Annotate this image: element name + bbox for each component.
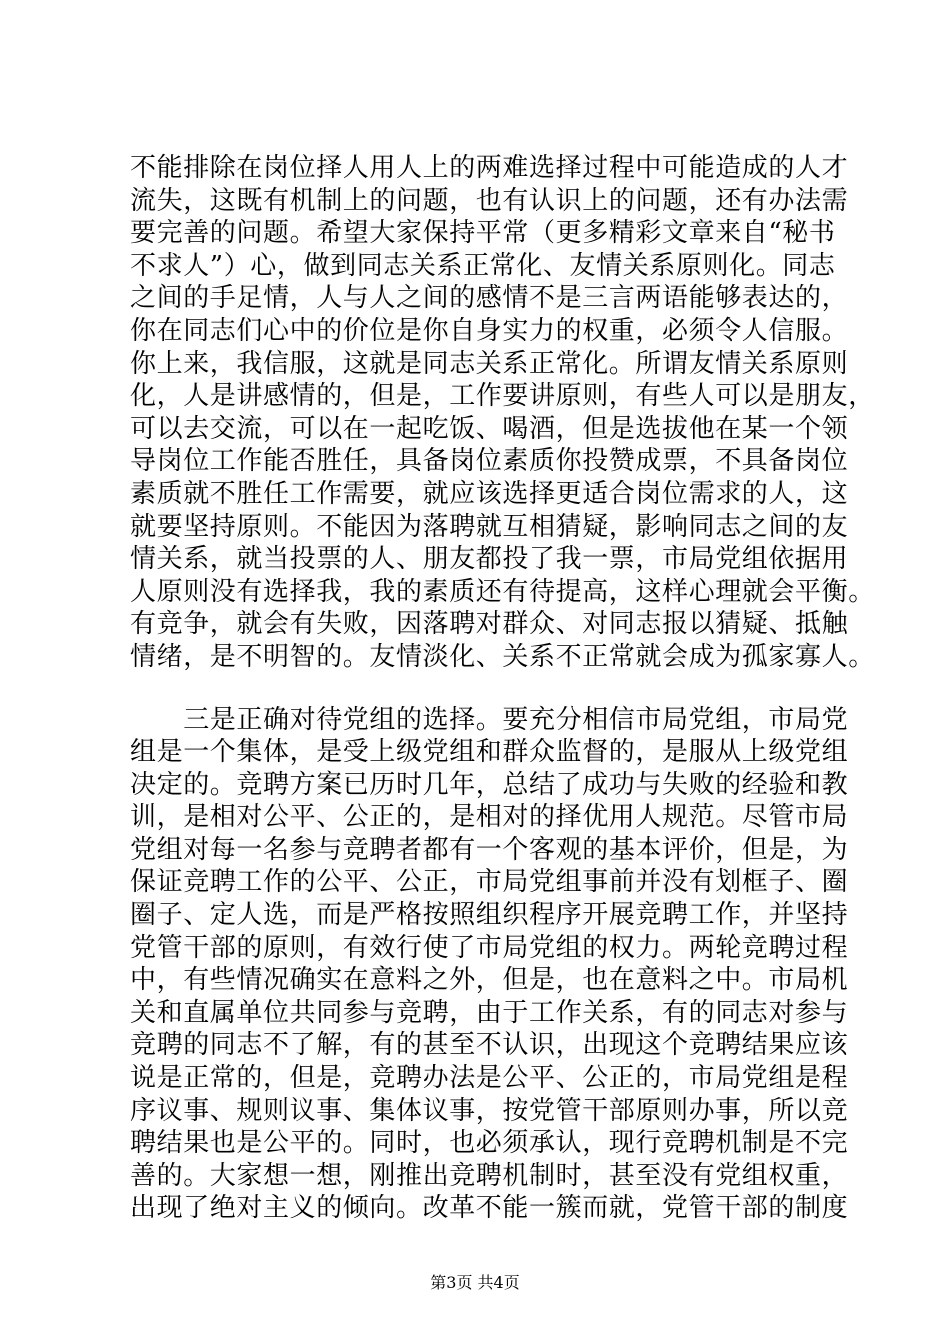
text-line: 序议事、规则议事、集体议事，按党管干部原则办事，所以竞 — [130, 1095, 849, 1126]
text-line: 就要坚持原则。不能因为落聘就互相猜疑，影响同志之间的友 — [130, 511, 849, 542]
text-line: 素质就不胜任工作需要，就应该选择更适合岗位需求的人，这 — [130, 478, 849, 509]
document-body — [130, 152, 875, 1225]
text-line: 说是正常的，但是，竞聘办法是公平、公正的，市局党组是程 — [130, 1063, 849, 1094]
text-line: 情关系，就当投票的人、朋友都投了我一票，市局党组依据用 — [130, 544, 849, 575]
text-line: 可以去交流，可以在一起吃饭、喝酒，但是选拔他在某一个领 — [130, 413, 849, 444]
text-line: 不能排除在岗位择人用人上的两难选择过程中可能造成的人才 — [130, 153, 849, 183]
paragraph-1 — [130, 152, 875, 674]
text-line: 党组对每一名参与竞聘者都有一个客观的基本评价，但是，为 — [130, 834, 849, 865]
paragraph-gap — [130, 674, 830, 704]
text-line: 保证竞聘工作的公平、公正，市局党组事前并没有划框子、圈 — [130, 867, 849, 898]
text-line: 党管干部的原则，有效行使了市局党组的权力。两轮竞聘过程 — [130, 932, 849, 963]
text-line: 决定的。竞聘方案已历时几年，总结了成功与失败的经验和教 — [130, 769, 849, 800]
text-line: 有竞争，就会有失败，因落聘对群众、对同志报以猜疑、抵触 — [130, 609, 849, 640]
text-line: 出现了绝对主义的倾向。改革不能一簇而就，党管干部的制度 — [130, 1193, 849, 1224]
text-line: 竞聘的同志不了解，有的甚至不认识，出现这个竞聘结果应该 — [130, 1030, 849, 1061]
text-line: 情绪，是不明智的。友情淡化、关系不正常就会成为孤家寡人。 — [130, 641, 875, 672]
text-line: 流失，这既有机制上的问题，也有认识上的问题，还有办法需 — [130, 185, 849, 216]
text-line: 圈子、定人选，而是严格按照组织程序开展竞聘工作，并坚持 — [130, 900, 849, 931]
text-line: 导岗位工作能否胜任，具备岗位素质你投赞成票，不具备岗位 — [130, 446, 849, 477]
text-line: 训，是相对公平、公正的，是相对的择优用人规范。尽管市局 — [130, 802, 849, 833]
text-line: 人原则没有选择我，我的素质还有待提高，这样心理就会平衡。 — [130, 576, 875, 607]
text-line: 不求人”）心，做到同志关系正常化、友情关系原则化。同志 — [130, 250, 836, 281]
text-line: 之间的手足情，人与人之间的感情不是三言两语能够表达的， — [130, 283, 849, 314]
text-line: 要完善的问题。希望大家保持平常（更多精彩文章来自“秘书 — [130, 218, 836, 249]
text-line: 关和直属单位共同参与竞聘，由于工作关系，有的同志对参与 — [130, 997, 849, 1028]
text-line: 你上来，我信服，这就是同志关系正常化。所谓友情关系原则 — [130, 348, 849, 379]
text-line: 中，有些情况确实在意料之外，但是，也在意料之中。市局机 — [130, 965, 849, 996]
paragraph-2 — [130, 704, 849, 1226]
text-line: 组是一个集体，是受上级党组和群众监督的，是服从上级党组 — [130, 737, 849, 768]
page-footer: 第3页 共4页 — [430, 1273, 520, 1292]
text-line: 三是正确对待党组的选择。要充分相信市局党组，市局党 — [130, 704, 849, 735]
text-line: 你在同志们心中的价位是你自身实力的权重，必须令人信服。 — [130, 315, 849, 346]
text-line: 聘结果也是公平的。同时，也必须承认，现行竞聘机制是不完 — [130, 1128, 849, 1159]
text-line: 化，人是讲感情的，但是，工作要讲原则，有些人可以是朋友， — [130, 381, 875, 412]
text-line: 善的。大家想一想，刚推出竞聘机制时，甚至没有党组权重， — [130, 1160, 849, 1191]
